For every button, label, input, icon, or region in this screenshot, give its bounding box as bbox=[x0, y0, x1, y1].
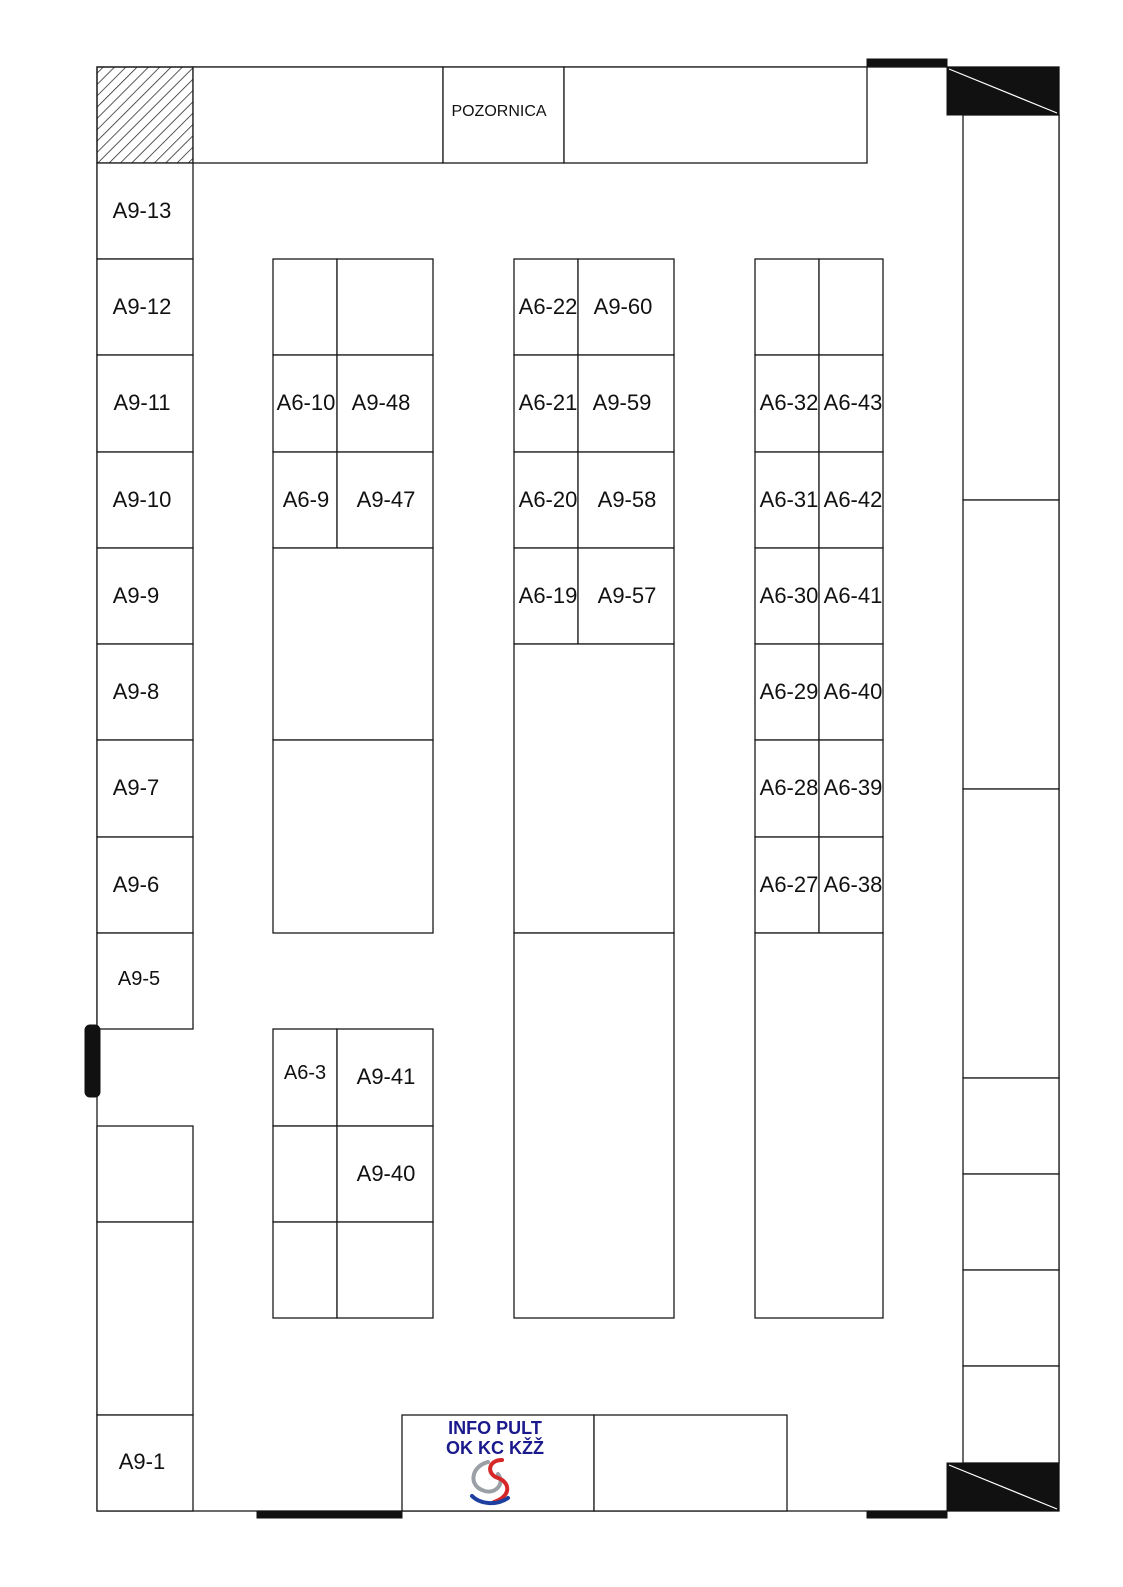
booth-label: A6-9 bbox=[282, 487, 330, 512]
stage-segment-right bbox=[564, 67, 867, 163]
booth-empty-b1-2 bbox=[337, 259, 433, 355]
booth-empty-b3-3 bbox=[755, 933, 883, 1318]
door-bottom-left bbox=[257, 1511, 402, 1518]
booth-empty-b3-2 bbox=[819, 259, 883, 355]
booth-label: A6-42 bbox=[823, 487, 883, 512]
booth-label: A6-29 bbox=[759, 679, 819, 704]
door-left bbox=[85, 1025, 100, 1097]
booth-label: A6-3 bbox=[283, 1062, 327, 1084]
booth-empty-b2-1 bbox=[514, 644, 674, 933]
booth-empty-right-6 bbox=[963, 1270, 1059, 1366]
booth-empty-right-1 bbox=[963, 115, 1059, 500]
booth-label: A6-31 bbox=[759, 487, 819, 512]
booth-label: A6-28 bbox=[759, 775, 819, 800]
booth-label: A6-39 bbox=[823, 775, 883, 800]
booth-label: A6-19 bbox=[518, 583, 578, 608]
booth-label: A9-48 bbox=[351, 390, 411, 415]
booth-label: A9-58 bbox=[597, 487, 657, 512]
booth-empty-b1-3 bbox=[273, 548, 433, 740]
booth-empty-left-1 bbox=[97, 1126, 193, 1222]
booth-label: A6-20 bbox=[518, 487, 578, 512]
booth-label: A9-6 bbox=[112, 872, 160, 897]
booth-label: A6-43 bbox=[823, 390, 883, 415]
booth-label: A6-40 bbox=[823, 679, 883, 704]
booth-label: A9-40 bbox=[356, 1161, 416, 1186]
booth-label: A9-41 bbox=[356, 1064, 416, 1089]
booth-label: A9-59 bbox=[592, 390, 652, 415]
booth-empty-b1-1 bbox=[273, 259, 337, 355]
booth-label: A9-12 bbox=[112, 294, 172, 319]
booth-label: A9-9 bbox=[112, 583, 160, 608]
booth-empty-right-3 bbox=[963, 789, 1059, 1078]
booth-empty-left-2 bbox=[97, 1222, 193, 1415]
hatched-corner bbox=[97, 67, 193, 163]
door-top-right bbox=[867, 59, 947, 66]
booth-empty-bottom bbox=[594, 1415, 787, 1511]
booth-empty-b1-7 bbox=[337, 1222, 433, 1318]
stage-segment-left bbox=[193, 67, 443, 163]
booth-empty-right-5 bbox=[963, 1174, 1059, 1270]
booth-label: A6-10 bbox=[276, 390, 336, 415]
booth-empty-right-7 bbox=[963, 1366, 1059, 1463]
booth-label: A9-10 bbox=[112, 487, 172, 512]
info-desk-subtitle: OK KC KŽŽ bbox=[446, 1438, 544, 1458]
booth-label: A9-11 bbox=[113, 390, 171, 415]
booth-label: A9-8 bbox=[112, 679, 160, 704]
booth-label: A9-57 bbox=[597, 583, 657, 608]
info-desk-title: INFO PULT bbox=[448, 1418, 542, 1438]
booth-label: A9-13 bbox=[112, 198, 172, 223]
booth-label: A6-32 bbox=[759, 390, 819, 415]
booth-empty-b1-5 bbox=[273, 1126, 337, 1222]
booth-empty-b1-4 bbox=[273, 740, 433, 933]
booth-label: A6-22 bbox=[518, 294, 578, 319]
booth-label: A6-41 bbox=[823, 583, 883, 608]
stage-label: POZORNICA bbox=[451, 103, 547, 120]
booth-label: A6-38 bbox=[823, 872, 883, 897]
booth-label: A9-47 bbox=[356, 487, 416, 512]
booth-label: A9-7 bbox=[112, 775, 160, 800]
booth-empty-b1-6 bbox=[273, 1222, 337, 1318]
booth-label: A9-1 bbox=[118, 1449, 166, 1474]
booth-label: A9-60 bbox=[593, 294, 653, 319]
booth-empty-b2-2 bbox=[514, 933, 674, 1318]
booth-empty-right-2 bbox=[963, 500, 1059, 789]
door-bottom-right bbox=[867, 1511, 947, 1518]
booth-label: A9-5 bbox=[117, 968, 161, 990]
booth-label: A6-27 bbox=[759, 872, 819, 897]
booth-empty-right-4 bbox=[963, 1078, 1059, 1174]
booth-label: A6-21 bbox=[518, 390, 578, 415]
booth-empty-b3-1 bbox=[755, 259, 819, 355]
booth-label: A6-30 bbox=[759, 583, 819, 608]
